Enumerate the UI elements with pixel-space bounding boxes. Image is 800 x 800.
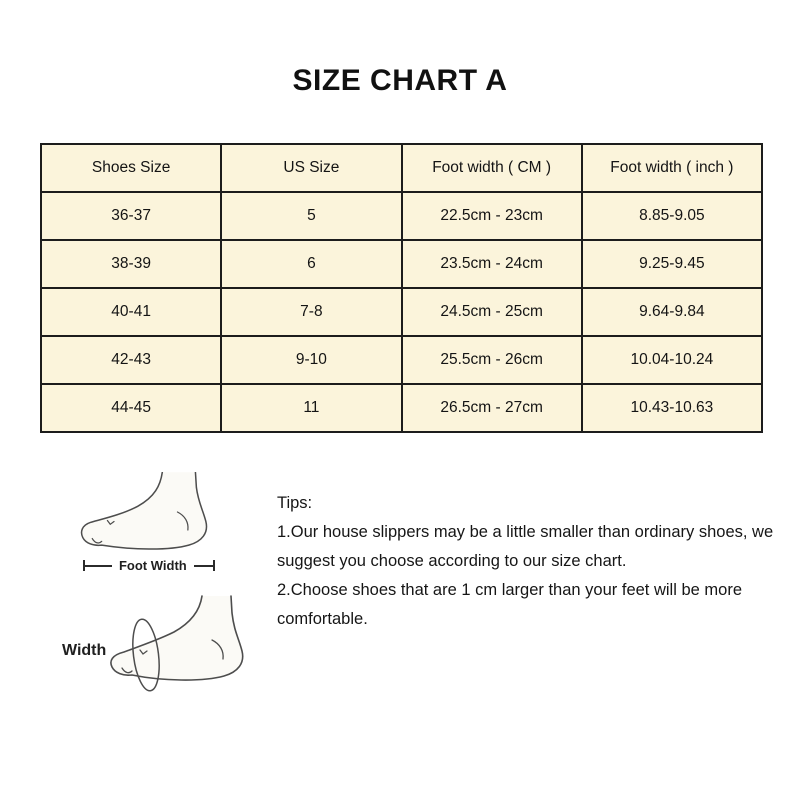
table-cell: 11 [221, 384, 401, 432]
table-cell: 42-43 [41, 336, 221, 384]
tips-block [277, 489, 782, 634]
table-cell: 8.85-9.05 [582, 192, 762, 240]
foot-width-measure-label: Foot Width [118, 558, 187, 573]
measure-right-tick-icon [213, 560, 215, 571]
table-row [41, 288, 762, 336]
column-header-foot-width-inch: Foot width ( inch ) [582, 144, 762, 192]
table-cell: 10.04-10.24 [582, 336, 762, 384]
size-chart-table [40, 143, 763, 433]
table-row [41, 336, 762, 384]
table-cell: 9.64-9.84 [582, 288, 762, 336]
table-cell: 10.43-10.63 [582, 384, 762, 432]
page-title: SIZE CHART A [292, 64, 508, 97]
table-cell: 36-37 [41, 192, 221, 240]
table-cell: 44-45 [41, 384, 221, 432]
foot-width-measure-line [83, 558, 215, 573]
measure-line-left [85, 565, 112, 567]
table-cell: 9-10 [221, 336, 401, 384]
table-cell: 7-8 [221, 288, 401, 336]
table-row [41, 384, 762, 432]
table-cell: 5 [221, 192, 401, 240]
tip-item-2: 2.Choose shoes that are 1 cm larger than your feet will be more comfortable. [277, 581, 742, 628]
table-header-row [41, 144, 762, 192]
measure-line-right [194, 565, 213, 567]
table-cell: 23.5cm - 24cm [402, 240, 582, 288]
table-cell: 22.5cm - 23cm [402, 192, 582, 240]
table-row [41, 192, 762, 240]
table-cell: 38-39 [41, 240, 221, 288]
column-header-us-size: US Size [221, 144, 401, 192]
table-cell: 6 [221, 240, 401, 288]
table-cell: 40-41 [41, 288, 221, 336]
table-cell: 9.25-9.45 [582, 240, 762, 288]
tip-item-1: 1.Our house slippers may be a little smaller than ordinary shoes, we suggest you choose according to our size chart. [277, 523, 774, 570]
table-cell: 25.5cm - 26cm [402, 336, 582, 384]
foot-girth-diagram [104, 594, 258, 694]
foot-girth-view-icon [104, 594, 258, 694]
girth-width-label: Width [62, 642, 107, 659]
column-header-shoes-size: Shoes Size [41, 144, 221, 192]
table-row [41, 240, 762, 288]
table-cell: 26.5cm - 27cm [402, 384, 582, 432]
table-cell: 24.5cm - 25cm [402, 288, 582, 336]
foot-side-view-icon [79, 472, 221, 552]
foot-width-diagram [79, 472, 221, 573]
tips-heading: Tips: [277, 494, 313, 512]
column-header-foot-width-cm: Foot width ( CM ) [402, 144, 582, 192]
